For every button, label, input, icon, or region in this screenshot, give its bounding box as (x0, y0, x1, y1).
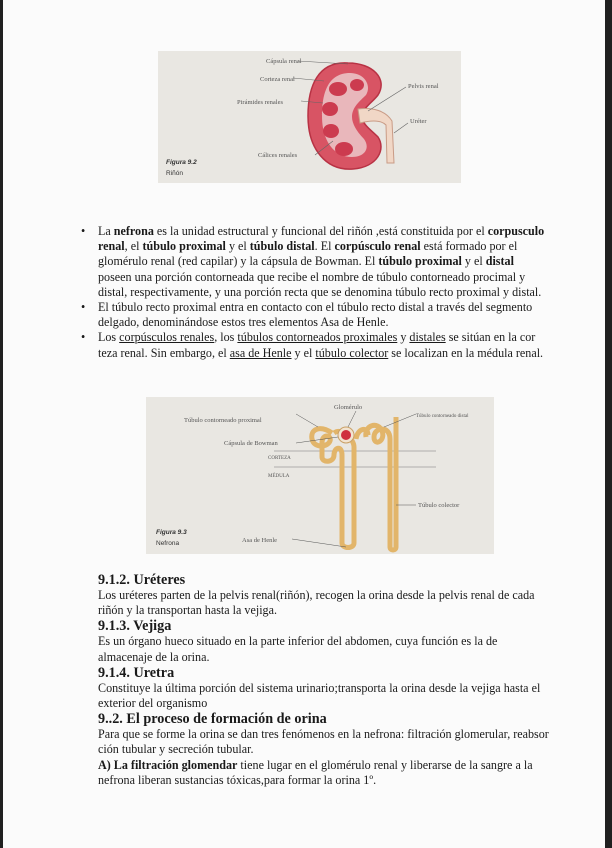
heading-ureteres: 9.1.2. Uréteres (98, 572, 186, 588)
text-run: se sitúan en la cor teza renal. Sin embargo, el (98, 330, 536, 360)
label-corteza: Corteza (268, 456, 291, 461)
label-piramides-renales: Pirámides renales (237, 99, 284, 106)
label-corteza-renal: Corteza renal (260, 76, 295, 83)
kidney-figure (158, 51, 461, 183)
leader-tcp (296, 414, 318, 427)
label-glomerulo: Glomérulo (334, 404, 363, 411)
label-filtracion: A) La filtración glomendar (98, 757, 238, 772)
sections (3, 572, 605, 788)
paragraph-uretra: Constituye la última porción del sistema urinario;transporta la orina desde la vejiga hasta el exterior del organismo (98, 680, 541, 711)
label-pelvis-renal: Pelvis renal (408, 83, 439, 90)
bullet-item-localizacion (3, 330, 605, 360)
label-asa-de-henle: Asa de Henle (242, 537, 278, 544)
bullet-dot: • (81, 330, 86, 345)
label-tubulo-contorneado-distal: Túbulo contorneado distal (416, 414, 469, 419)
label-tubulo-colector: Túbulo colector (418, 502, 460, 509)
label-medula: Médula (268, 474, 290, 479)
figure-2-caption-title: Nefrona (156, 540, 180, 547)
term-tubulo-colector: túbulo colector (315, 345, 389, 360)
text-run: y el (461, 254, 486, 269)
term-corpusculos-renales: corpúsculos renales (119, 330, 215, 345)
nephron-figure (146, 397, 494, 554)
label-capsula-bowman: Cápsula de Bowman (224, 440, 278, 447)
term-tubulo-proximal-2: túbulo proximal (378, 254, 462, 269)
paragraph-ureteres: Los uréteres parten de la pelvis renal(riñón), recogen la orina desde la pelvis renal de cada riñón y la transportan hasta la vejiga. (98, 588, 535, 618)
term-distal: distal (485, 254, 514, 269)
paragraph-filtracion (98, 758, 550, 788)
term-asa-de-henle: asa de Henle (229, 345, 292, 360)
leader-tcd (384, 414, 416, 427)
leader-glomerulo (348, 411, 356, 427)
text-run: La (98, 224, 114, 238)
bullet-item-nefrona (3, 224, 605, 300)
term-tubulos-contorneados: túbulos contorneados proximales (237, 330, 398, 345)
paragraph-formacion-orina: Para que se forme la orina se dan tres fenómenos en la nefrona: filtración glomerular, reabsor ción tubular y secreción tubular. (98, 727, 549, 757)
leader-ureter (394, 123, 408, 133)
text-run: . El (314, 239, 335, 254)
text-run: es la unidad estructural y funcional del riñón ,está constituida por el (153, 224, 488, 238)
label-capsula-renal: Cápsula renal (266, 58, 302, 65)
figure-1-caption-number: Figura 9.2 (166, 159, 197, 166)
heading-vejiga: 9.1.3. Vejiga (98, 618, 172, 635)
bullet-dot: • (81, 300, 86, 315)
label-tubulo-contorneado-proximal: Túbulo contorneado proximal (184, 417, 262, 424)
text-run: y (397, 330, 410, 345)
text-run: , los (214, 330, 238, 345)
text-run: está formado por el glomérulo renal (red capilar) y la cápsula de Bowman. El (98, 239, 518, 269)
figure-1-caption-title: Riñón (166, 170, 183, 177)
text-filtracion: tiene lugar en el glomérulo renal y liberarse de la sangre a la nefrona liberan sustancias tóxicas,para formar la orina 1º. (98, 757, 533, 787)
paragraph-vejiga: Es un órgano hueco situado en la parte inferior del abdomen, cuya función es la de almacenaje de la orina. (98, 634, 498, 664)
bullet-list (3, 224, 605, 361)
document-page (3, 0, 605, 848)
nephron-illustration (146, 397, 494, 554)
heading-uretra: 9.1.4. Uretra (98, 664, 175, 681)
label-ureter: Uréter (410, 118, 427, 125)
term-tubulo-proximal: túbulo proximal (142, 239, 226, 254)
heading-formacion-orina: 9..2. El proceso de formación de orina (98, 711, 327, 728)
text-run: , el (124, 239, 143, 254)
term-distales: distales (409, 330, 446, 345)
term-tubulo-distal: túbulo distal (249, 239, 315, 254)
bullet-item-tubulo-recto (3, 300, 605, 330)
text-run: y el (225, 239, 250, 254)
term-corpusculo-renal-2: corpúsculo renal (334, 239, 421, 254)
text-run: se localizan en la médula renal. (388, 345, 544, 360)
kidney-illustration (158, 51, 461, 183)
bullet-dot: • (81, 224, 86, 238)
figure-2-caption-number: Figura 9.3 (156, 529, 187, 536)
text-run: poseen una porción contorneada que recibe el nombre de túbulo contorneado procimal y distal, respectivamente, y una porción recta que se denomina túbulo recto proximal y distal. (98, 269, 542, 299)
term-corpusculo-renal: corpusculo renal (98, 224, 545, 254)
text-run: Los (98, 330, 120, 345)
label-calices-renales: Cálices renales (258, 152, 298, 159)
text-run: y el (291, 345, 316, 360)
term-nefrona: nefrona (113, 224, 154, 238)
text-run: El túbulo recto proximal entra en contacto con el túbulo recto distal a través del segmento delgado, denominándose estos tres elementos Asa de Henle. (98, 300, 533, 330)
leader-asa (292, 539, 346, 547)
